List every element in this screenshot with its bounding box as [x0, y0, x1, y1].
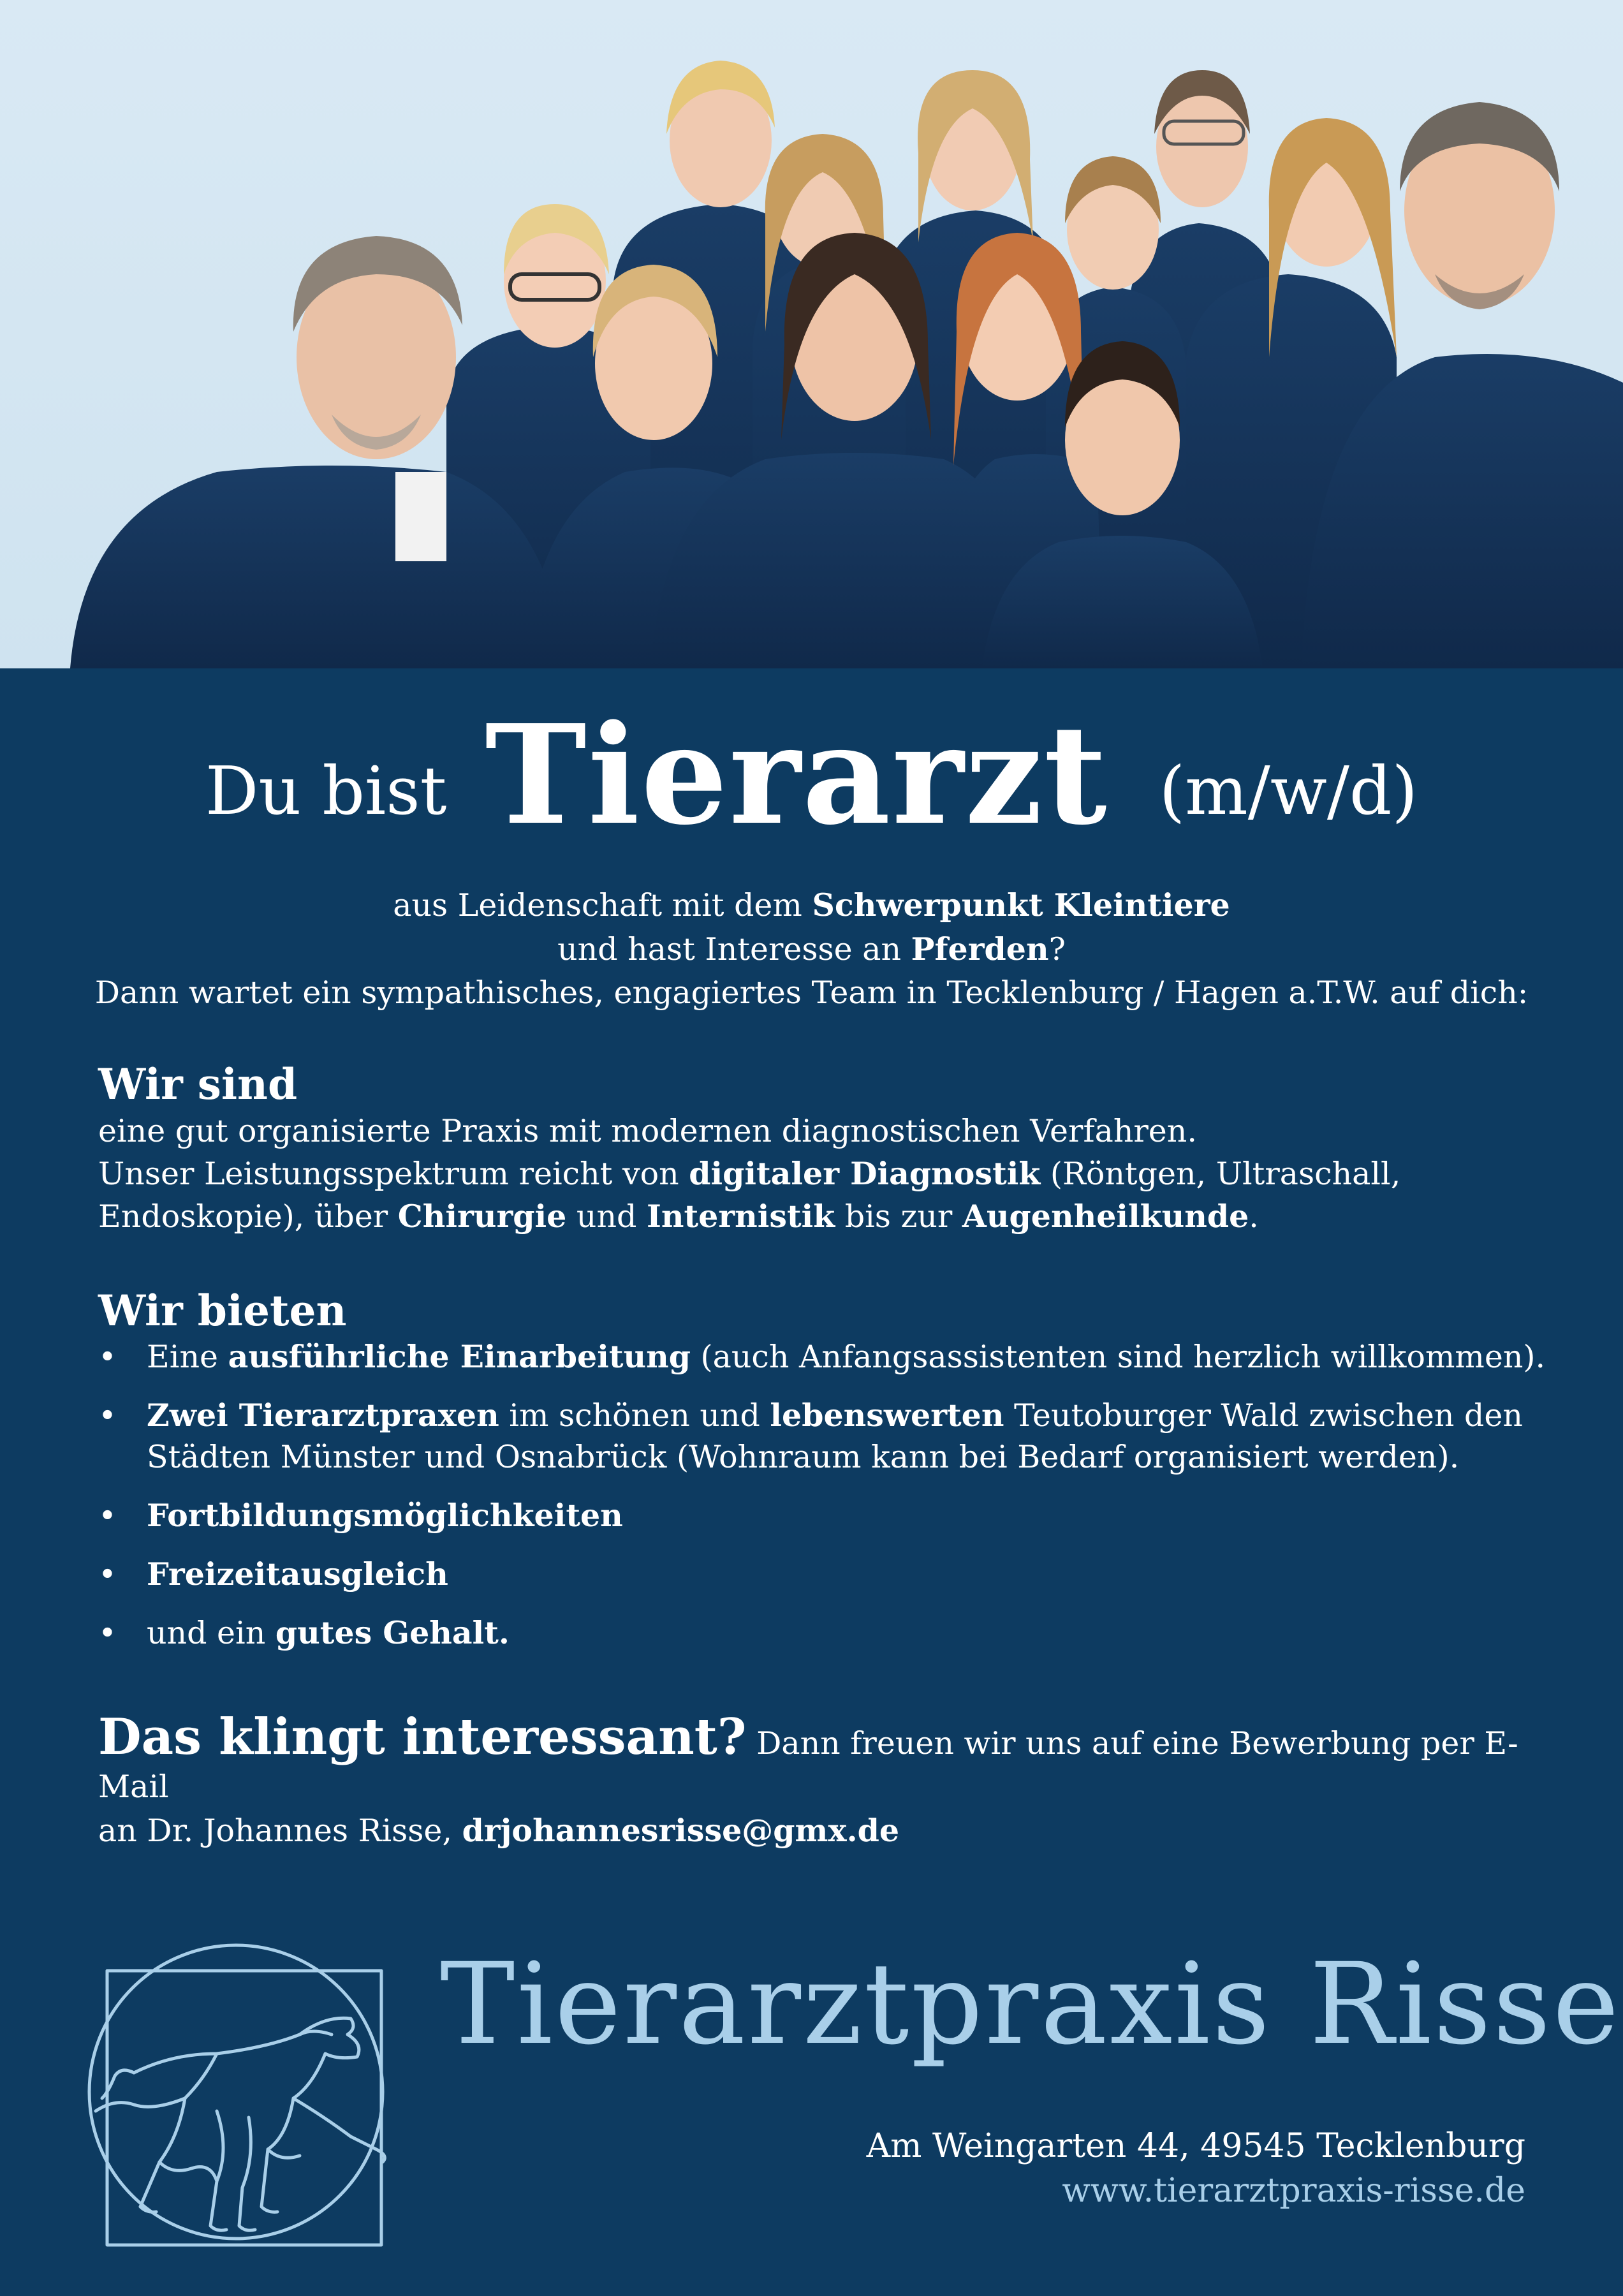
offer-2-d: Teutoburger Wald zwischen den Städten Münster und Osnabrück (Wohnraum kann bei Bedarf organisiert werden).: [147, 1397, 1523, 1475]
practice-name: Tierarztpraxis Risse: [440, 1939, 1621, 2070]
wir-sind-heading: Wir sind: [98, 1059, 298, 1109]
intro-line-2-text: und hast Interesse an: [557, 931, 911, 968]
bullet-icon: •: [98, 1339, 117, 1375]
intro-line-1-text: aus Leidenschaft mit dem: [393, 887, 812, 924]
website-link[interactable]: www.tierarztpraxis-risse.de: [1062, 2172, 1525, 2210]
intro-line-3: Dann wartet ein sympathisches, engagiertes Team in Tecklenburg / Hagen a.T.W. auf dich:: [94, 975, 1529, 1011]
wir-sind-line-3-d: Internistik: [646, 1198, 835, 1235]
offer-5-a: und ein: [147, 1615, 275, 1651]
offers-list: [98, 1336, 1552, 1654]
bullet-icon: •: [98, 1556, 117, 1593]
intro-line-1-bold: Schwerpunkt Kleintiere: [812, 887, 1230, 924]
offer-1-a: Eine: [147, 1339, 228, 1375]
offer-2-b: im schönen und: [499, 1397, 770, 1434]
offer-4: Freizeitausgleich: [147, 1556, 448, 1593]
wir-sind-line-2: [98, 1152, 1552, 1195]
intro-line-2-end: ?: [1048, 931, 1066, 968]
offer-item-4: [98, 1554, 1552, 1595]
team-photo-illustration: [0, 0, 1623, 668]
wir-sind-line-2-a: Unser Leistungsspektrum reicht von: [98, 1156, 689, 1192]
horse-vitruvian-logo-icon: [57, 1907, 415, 2251]
wir-sind-line-3-e: bis zur: [835, 1198, 962, 1235]
offer-1-b: ausführliche Einarbeitung: [228, 1338, 691, 1375]
offer-item-5: [98, 1612, 1552, 1654]
intro-text: [0, 883, 1623, 1015]
wir-bieten-heading: Wir bieten: [98, 1286, 347, 1336]
offer-5-b: gutes Gehalt.: [275, 1614, 510, 1651]
wir-sind-line-3-g: .: [1249, 1198, 1259, 1235]
wir-sind-line-1: eine gut organisierte Praxis mit modernen diagnostischen Verfahren.: [98, 1113, 1197, 1149]
cta-text-2: an Dr. Johannes Risse,: [98, 1813, 462, 1849]
cta-line-2: [98, 1809, 1565, 1853]
wir-sind-line-3-c: und: [566, 1198, 647, 1235]
intro-line-2: [0, 927, 1623, 971]
wir-bieten-section: [98, 1285, 1552, 1671]
offer-2-a: Zwei Tierarztpraxen: [147, 1397, 499, 1434]
wir-sind-line-3: [98, 1195, 1552, 1238]
wir-sind-section: [98, 1059, 1552, 1238]
intro-line-2-bold: Pferden: [911, 931, 1049, 968]
offer-item-3: [98, 1495, 1552, 1536]
email-link[interactable]: drjohannesrisse@gmx.de: [462, 1812, 900, 1849]
cta-text-1: Dann freuen wir uns auf eine Bewerbung per E-Mail: [98, 1725, 1518, 1805]
offer-item-2: [98, 1395, 1552, 1478]
bullet-icon: •: [98, 1397, 117, 1434]
wir-sind-line-3-a: Endoskopie), über: [98, 1198, 398, 1235]
bullet-icon: •: [98, 1615, 117, 1651]
bullet-icon: •: [98, 1498, 117, 1534]
cta-heading: Das klingt interessant?: [98, 1708, 747, 1766]
address-block: [867, 2124, 1525, 2213]
team-photo: [0, 0, 1623, 668]
headline: [0, 695, 1623, 855]
wir-sind-line-2-c: (Röntgen, Ultraschall,: [1040, 1156, 1401, 1192]
headline-post: (m/w/d): [1159, 752, 1418, 830]
offer-2-c: lebenswerten: [770, 1397, 1004, 1434]
headline-pre: Du bist: [205, 752, 447, 830]
wir-sind-line-3-f: Augenheilkunde: [962, 1198, 1249, 1235]
offer-item-1: [98, 1336, 1552, 1378]
address: Am Weingarten 44, 49545 Tecklenburg: [866, 2127, 1525, 2165]
wir-sind-line-3-b: Chirurgie: [397, 1198, 567, 1235]
headline-main: Tierarzt: [485, 695, 1108, 855]
cta-line-1: [98, 1708, 1565, 1809]
call-to-action: [98, 1708, 1565, 1853]
offer-3: Fortbildungsmöglichkeiten: [147, 1497, 623, 1534]
offer-1-c: (auch Anfangsassistenten sind herzlich willkommen).: [690, 1339, 1546, 1375]
wir-sind-line-2-b: digitaler Diagnostik: [689, 1155, 1041, 1192]
intro-line-1: [0, 883, 1623, 927]
